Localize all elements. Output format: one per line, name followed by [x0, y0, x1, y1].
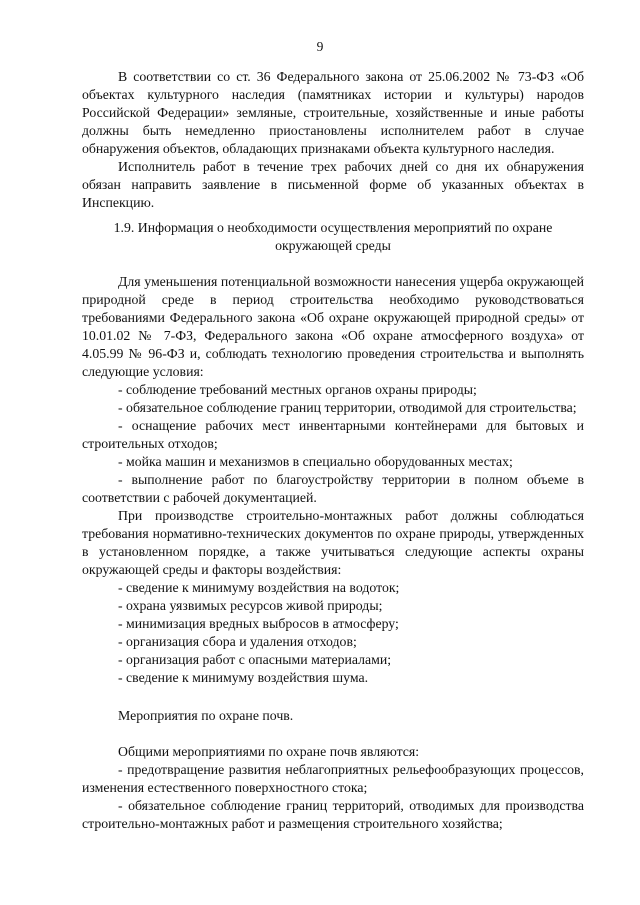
list-item: - оснащение рабочих мест инвентарными контейнерами для бытовых и строительных отходов;: [82, 418, 584, 451]
list-item: - сведение к минимуму воздействия шума.: [118, 670, 369, 685]
list-item: - обязательное соблюдение границ территорий, отводимых для производства строительно-монтажных работ и размещения строительного хозяйства;: [82, 798, 584, 831]
paragraph-env-intro: Для уменьшения потенциальной возможности нанесения ущерба окружающей природной среде в период строительства необходимо руководствоваться требованиями Федерального закона «Об охране окружающей природной среды» от 10.01.02 № 7-ФЗ, Федерального закона «Об охране атмосферного воздуха» от 4.05.99 № 96-ФЗ и, соблюдать технологию проведения строительства и выполнять следующие условия:: [82, 274, 584, 379]
list-item: - предотвращение развития неблагоприятных рельефообразующих процессов, изменения естественного поверхностного стока;: [82, 762, 584, 795]
section-heading: 1.9. Информация о необходимости осуществления мероприятий по охране окружающей среды: [113, 220, 553, 253]
list-item: - соблюдение требований местных органов охраны природы;: [118, 382, 477, 397]
paragraph-cultural-heritage: В соответствии со ст. 36 Федерального закона от 25.06.2002 № 73-ФЗ «Об объектах культурного наследия (памятниках истории и культуры) народов Российской Федерации» земляные, строительные, хозяйственные и иные работы должны быть немедленно приостановлены исполнителем работ в случае обнаружения объектов, обладающих признаками объекта культурного наследия.: [82, 69, 584, 156]
cultural-heritage-section: [82, 68, 584, 212]
soil-section: [82, 743, 584, 833]
soil-heading: Мероприятия по охране почв.: [118, 708, 294, 723]
environment-section: [82, 273, 584, 687]
page-number: 9: [316, 39, 324, 54]
list-item: - обязательное соблюдение границ территории, отводимой для строительства;: [118, 400, 577, 415]
list-item: - организация работ с опасными материалами;: [118, 652, 392, 667]
section-heading-block: [82, 219, 584, 255]
paragraph-soil-intro: Общими мероприятиями по охране почв являются:: [118, 744, 420, 759]
list-item: - организация сбора и удаления отходов;: [118, 634, 357, 649]
list-item: - сведение к минимуму воздействия на водоток;: [118, 580, 400, 595]
list-item: - охрана уязвимых ресурсов живой природы;: [118, 598, 383, 613]
list-item: - выполнение работ по благоустройству территории в полном объеме в соответствии с рабочей документацией.: [82, 472, 584, 505]
list-item: - минимизация вредных выбросов в атмосферу;: [118, 616, 399, 631]
list-item: - мойка машин и механизмов в специально оборудованных местах;: [118, 454, 513, 469]
paragraph-construction-intro: При производстве строительно-монтажных работ должны соблюдаться требования нормативно-технических документов по охране природы, утвержденных в установленном порядке, а также учитываться следующие аспекты охраны окружающей среды и факторы воздействия:: [82, 508, 584, 577]
paragraph-notification: Исполнитель работ в течение трех рабочих дней со дня их обнаружения обязан направить заявление в письменной форме об указанных объектах в Инспекцию.: [82, 159, 584, 210]
soil-heading-block: [82, 707, 584, 725]
